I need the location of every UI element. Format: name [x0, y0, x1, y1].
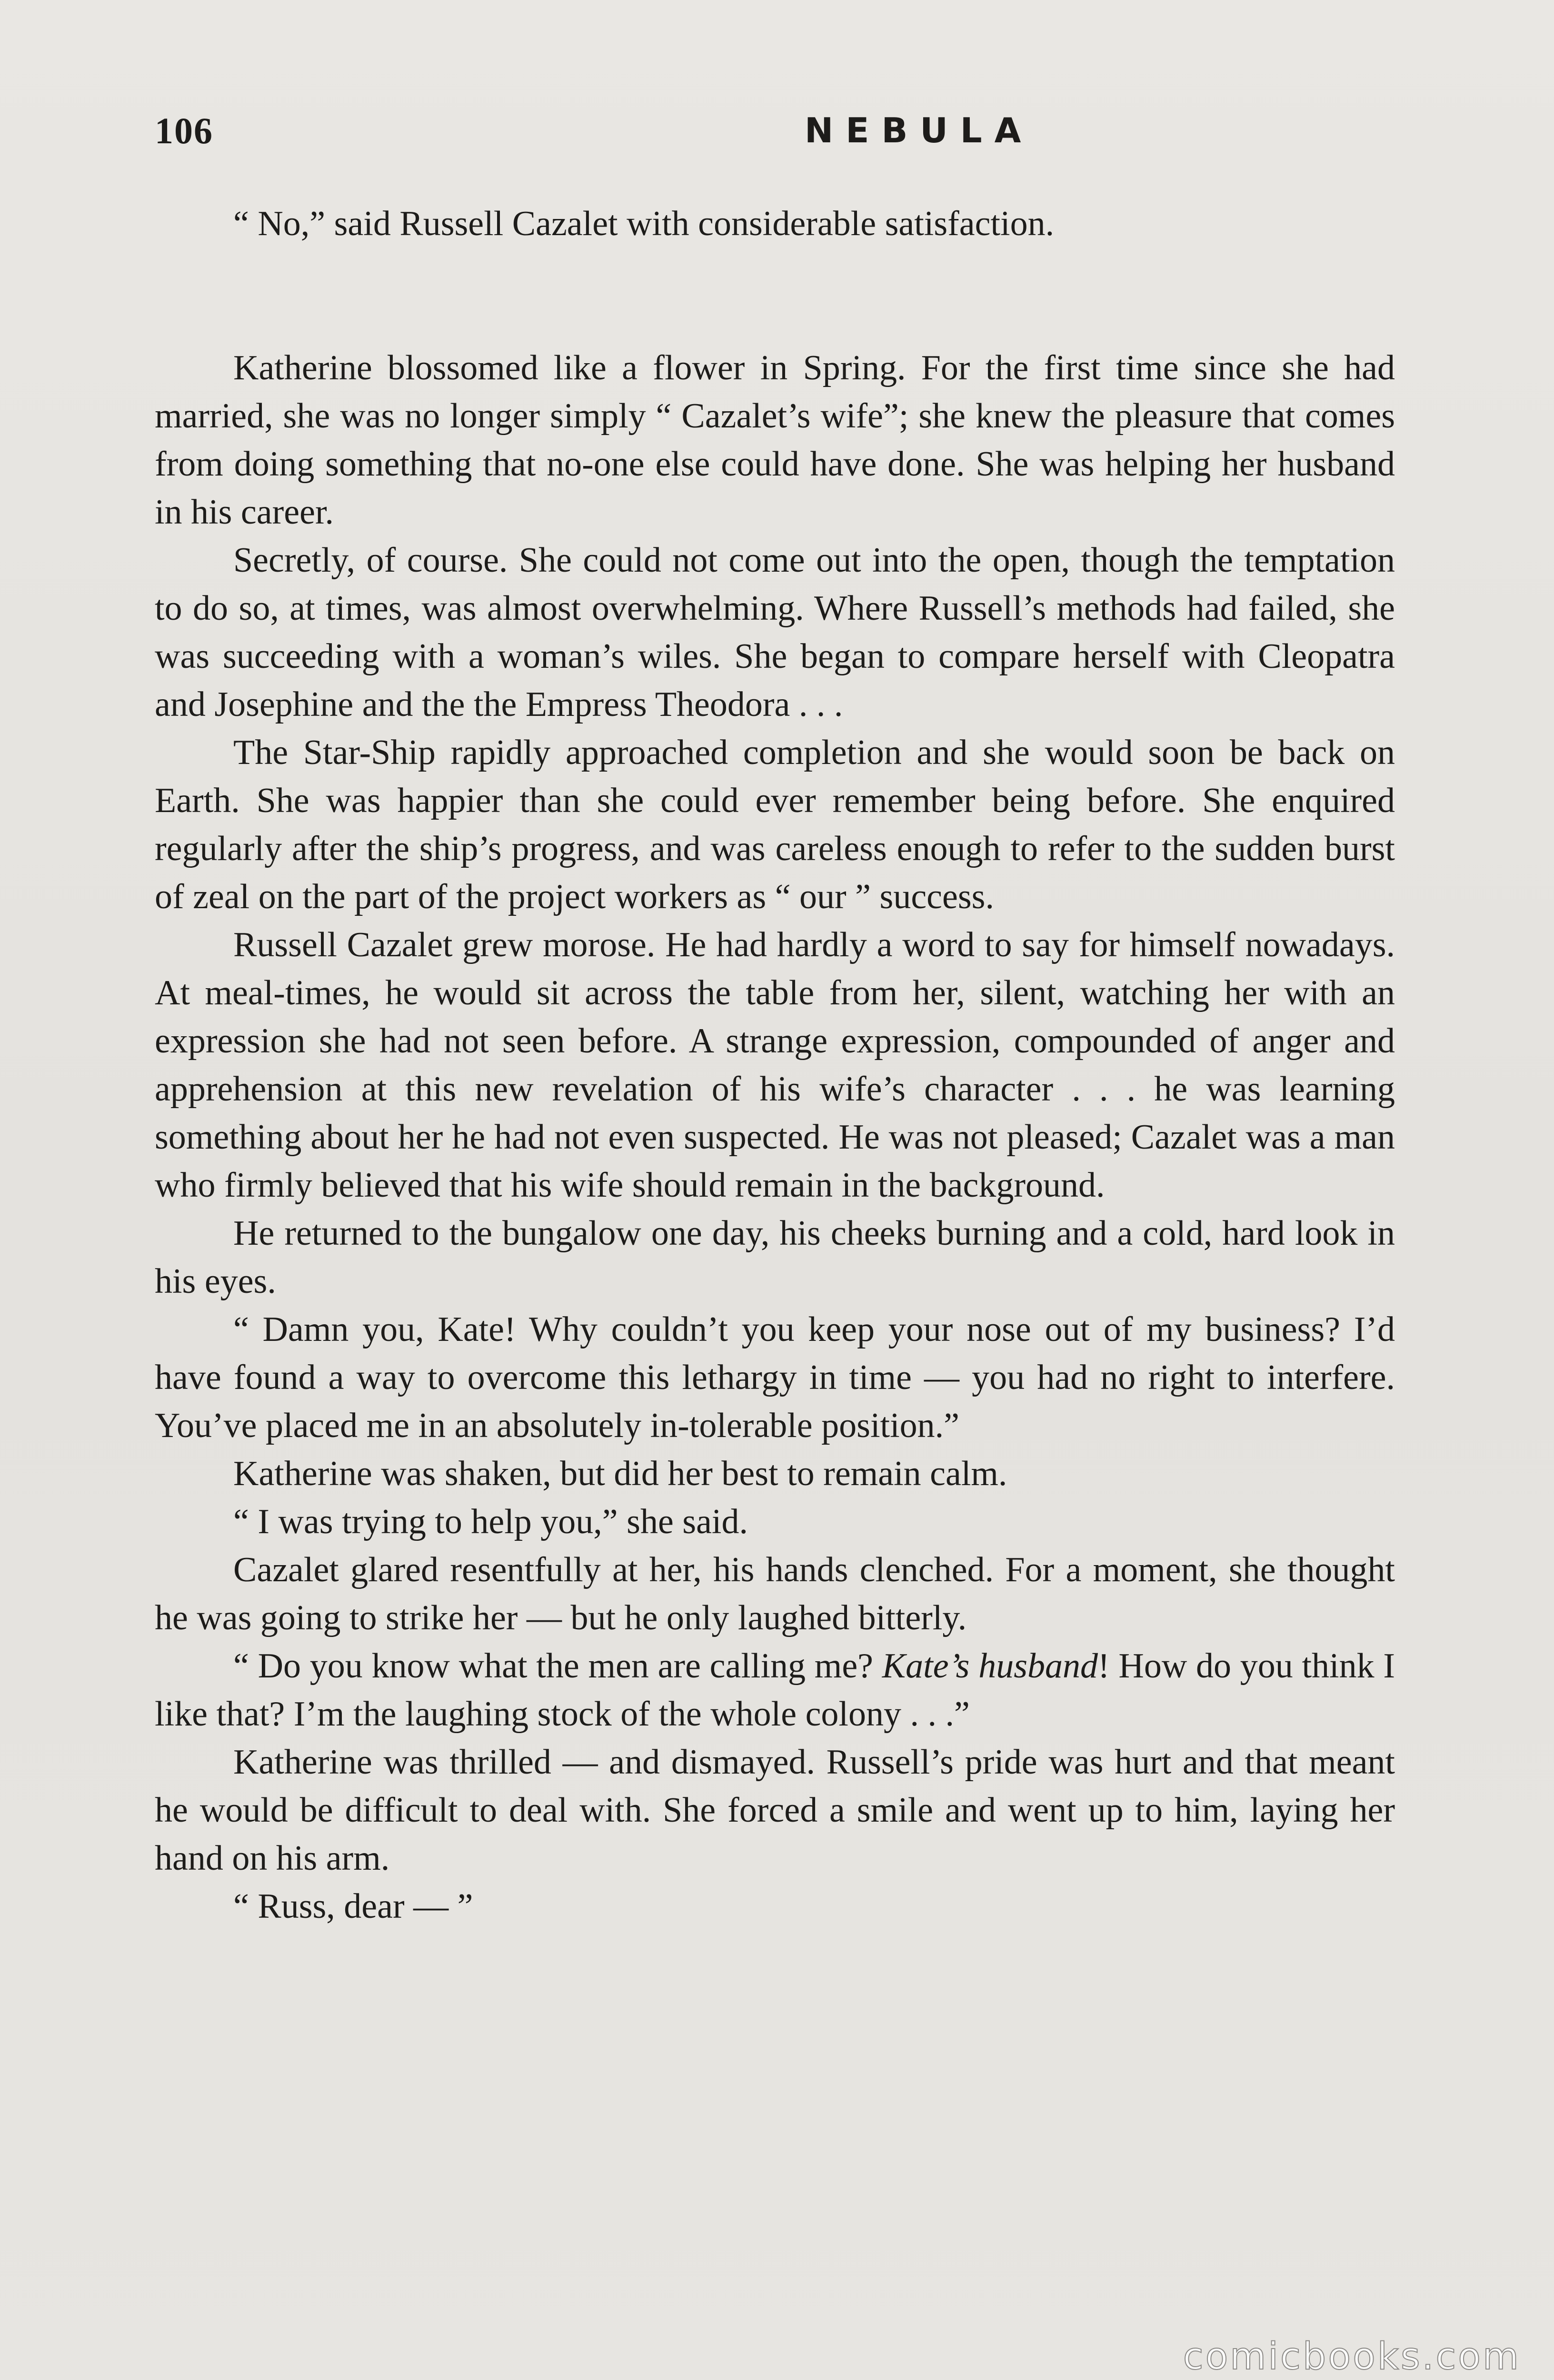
paragraph: “ Damn you, Kate! Why couldn’t you keep your nose out of my business? I’d have found a way to overcome this lethargy in time — you had no right to interfere. You’ve placed me in an absolutely in-tolerable position.” — [155, 1310, 1395, 1445]
quote-lead: “ Do you know what the men are calling me? — [233, 1646, 882, 1686]
site-watermark: comicbooks.com — [1183, 2335, 1521, 2378]
paragraph-with-emphasis — [155, 1642, 1395, 1738]
paragraph: Katherine blossomed like a flower in Spring. For the first time since she had married, she was no longer simply “ Cazalet’s wife”; she knew the pleasure that comes from doing something that no-one else could have done. She was helping her husband in his career. — [155, 348, 1395, 532]
paragraph: Katherine was thrilled — and dismayed. Russell’s pride was hurt and that meant he would be difficult to deal with. She forced a smile and went up to him, laying her hand on his arm. — [155, 1743, 1395, 1878]
paragraph: Secretly, of course. She could not come out into the open, though the temptation to do so, at times, was almost overwhelming. Where Russell’s methods had failed, she was succeeding with a woman’s wiles. She began to compare herself with Cleopatra and Josephine and the the Empress Theodora . . . — [155, 541, 1395, 724]
paragraph: Katherine was shaken, but did her best to remain calm. — [233, 1454, 1007, 1493]
paragraph: Russell Cazalet grew morose. He had hardly a word to say for himself nowadays. At meal-times, he would sit across the table from her, silent, watching her with an expression she had not seen before. A strange expression, compounded of anger and apprehension at this new revelation of his wife’s character . . . he was learning something about her he had not even suspected. He was not pleased; Cazalet was a man who firmly believed that his wife should remain in the background. — [155, 925, 1395, 1205]
running-head-title: NEBULA — [805, 110, 1034, 150]
page-number: 106 — [155, 110, 213, 151]
page-header — [155, 95, 1395, 162]
paragraph: Cazalet glared resentfully at her, his hands clenched. For a moment, she thought he was going to strike her — but he only laughed bitterly. — [155, 1550, 1395, 1637]
paragraph: “ I was trying to help you,” she said. — [233, 1502, 748, 1541]
body-text — [155, 200, 1395, 1931]
paragraph: “ No,” said Russell Cazalet with considerable satisfaction. — [233, 204, 1055, 243]
paragraph: The Star-Ship rapidly approached completion and she would soon be back on Earth. She was happier than she could ever remember being before. She enquired regularly after the ship’s progress, and was careless enough to refer to the sudden burst of zeal on the part of the project workers as “ our ” success. — [155, 733, 1395, 916]
paragraph: He returned to the bungalow one day, his cheeks burning and a cold, hard look in his eyes. — [155, 1214, 1395, 1301]
emphasized-phrase: Kate’s husband — [882, 1646, 1098, 1686]
quote-tail: ! How do you think I like that? I’m the laughing stock of the whole colony . . .” — [155, 1646, 1395, 1734]
paragraph: “ Russ, dear — ” — [233, 1887, 473, 1926]
